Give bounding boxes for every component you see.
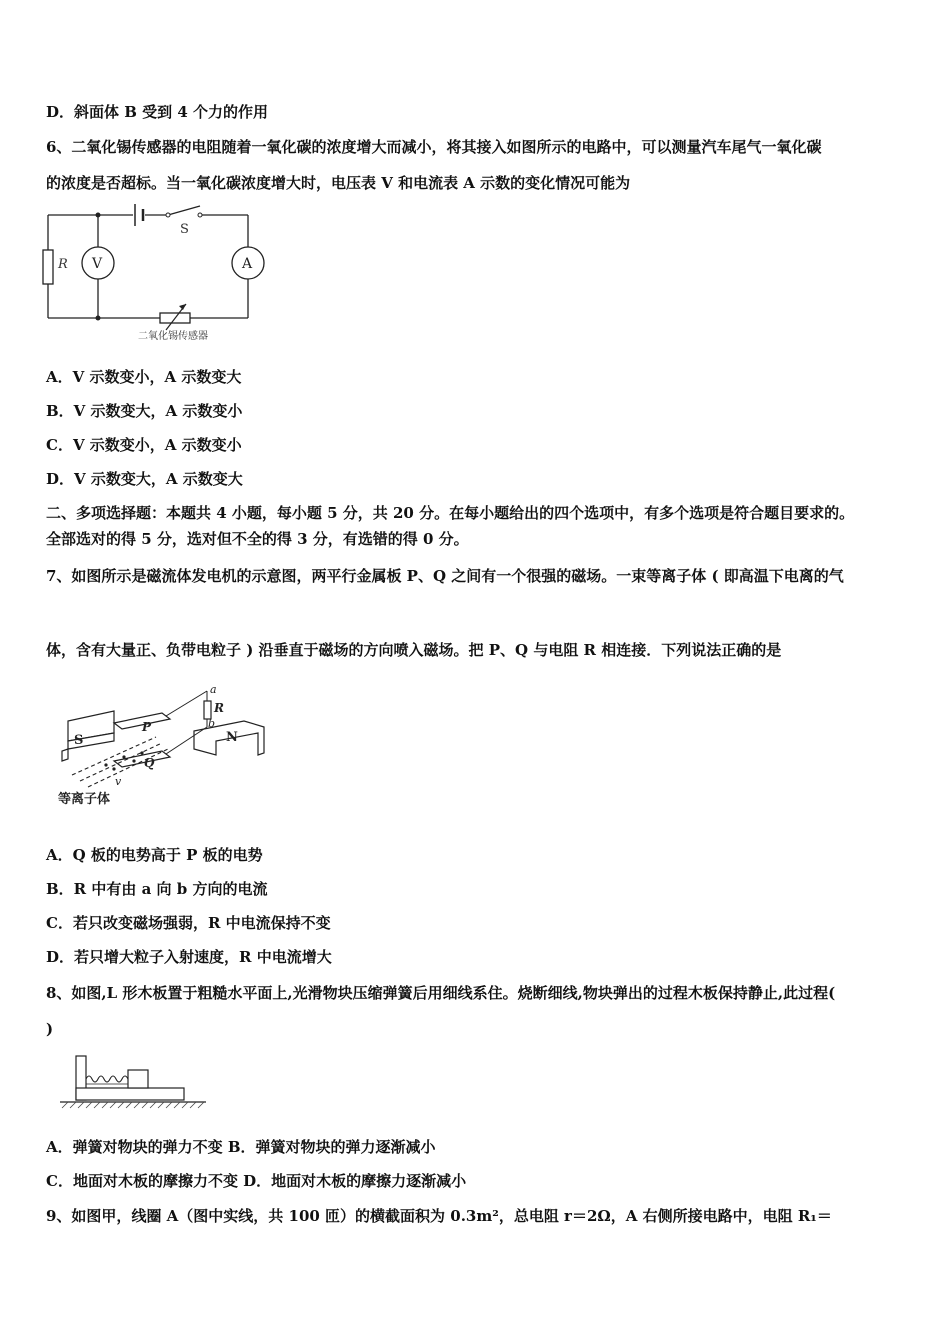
velocity-label: v [115, 775, 122, 788]
battery-symbol [135, 204, 143, 226]
q6-stem-line-2: 的浓度是否超标。当一氧化碳浓度增大时，电压表 V 和电流表 A 示数的变化情况可能为 [46, 174, 631, 192]
q7-option-d: D．若只增大粒子入射速度，R 中电流增大 [46, 948, 332, 966]
mhd-resistor-label: R [214, 701, 224, 715]
plasma-caption: 等离子体 [58, 792, 111, 807]
resistor-label: R [58, 257, 68, 272]
q6-circuit-figure [40, 200, 280, 345]
q7-option-b: B．R 中有由 a 向 b 方向的电流 [46, 880, 268, 898]
point-a-label: a [210, 683, 217, 696]
q6-option-c: C．V 示数变小，A 示数变小 [46, 436, 242, 454]
plate-q-label: Q [144, 756, 155, 770]
q6-stem-line-1: 6、二氧化锡传感器的电阻随着一氧化碳的浓度增大而减小，将其接入如图所示的电路中，可以测量汽车尾气一氧化碳 [46, 138, 822, 156]
sensor-label: 二氧化锡传感器 [138, 331, 208, 342]
pole-n-label: N [226, 730, 238, 745]
pole-s-label: S [74, 733, 84, 748]
q7-stem-line-2: 体，含有大量正、负带电粒子 ) 沿垂直于磁场的方向喷入磁场。把 P、Q 与电阻 R 相连接．下列说法正确的是 [46, 641, 782, 659]
plate-p-label: P [142, 720, 152, 734]
q8-stem-line-2: ) [46, 1020, 54, 1038]
q6-option-b: B．V 示数变大，A 示数变小 [46, 402, 243, 420]
q6-option-d: D．V 示数变大，A 示数变大 [46, 470, 243, 488]
sensor-symbol [160, 304, 190, 330]
point-b-label: b [208, 717, 216, 730]
option-d-prev-question: D．斜面体 B 受到 4 个力的作用 [46, 103, 269, 121]
q7-mhd-generator-figure [44, 683, 279, 811]
voltmeter-label: V [92, 256, 103, 272]
q6-option-a: A．V 示数变小，A 示数变大 [46, 368, 242, 386]
ammeter-label: A [242, 256, 253, 272]
spring-symbol [86, 1076, 128, 1082]
q9-stem-line-1: 9、如图甲，线圈 A（图中实线，共 100 匝）的横截面积为 0.3m²，总电阻 r＝2Ω，A 右侧所接电路中，电阻 R₁＝ [46, 1207, 832, 1225]
q7-option-c: C．若只改变磁场强弱，R 中电流保持不变 [46, 914, 331, 932]
q7-option-a: A．Q 板的电势高于 P 板的电势 [46, 846, 263, 864]
q8-spring-board-figure [56, 1050, 211, 1112]
q7-stem-line-1: 7、如图所示是磁流体发电机的示意图，两平行金属板 P、Q 之间有一个很强的磁场。一束等离子体 ( 即高温下电离的气 [46, 567, 844, 585]
q8-options-ab: A．弹簧对物块的弹力不变 B．弹簧对物块的弹力逐渐减小 [46, 1138, 436, 1156]
section-2-scoring: 全部选对的得 5 分，选对但不全的得 3 分，有选错的得 0 分。 [46, 530, 469, 548]
resistor-symbol [43, 250, 53, 284]
section-2-heading: 二、多项选择题：本题共 4 小题，每小题 5 分，共 20 分。在每小题给出的四个选项中，有多个选项是符合题目要求的。 [46, 504, 855, 522]
q8-options-cd: C．地面对木板的摩擦力不变 D．地面对木板的摩擦力逐渐减小 [46, 1172, 467, 1190]
q8-stem-line-1: 8、如图,L 形木板置于粗糙水平面上,光滑物块压缩弹簧后用细线系住。烧断细线,物块弹出的过程木板保持静止,此过程( [46, 984, 836, 1002]
switch-label: S [180, 222, 189, 237]
